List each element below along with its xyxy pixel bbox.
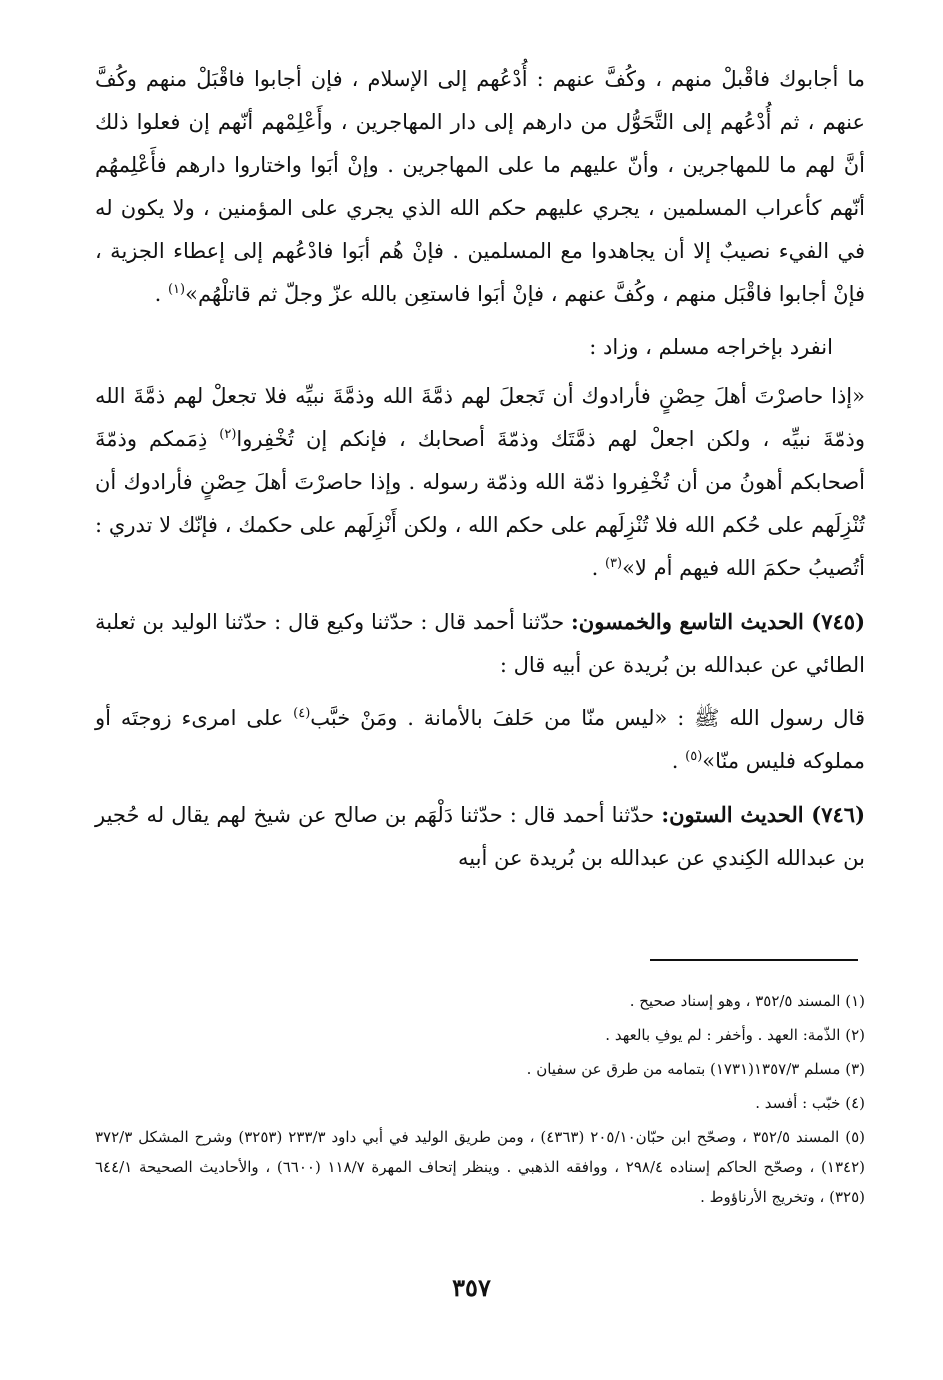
hadith-746-isnad: [95, 793, 865, 880]
hadith-745-quote-b: على امرىء زوجتَه أو مملوكه فليس منّا»: [95, 706, 865, 773]
footnote-2: (٢) الذّمة: العهد . وأخفر : لم يوفِ بالعهد .: [605, 1026, 865, 1044]
paragraph-end: .: [671, 749, 686, 773]
hadith-745-isnad: [95, 600, 865, 687]
footnote-5: (٥) المسند ٣٥٢/٥ ، وصحّح ابن حبّان٢٠٥/١٠ (٤٣٦٣) ، ومن طريق الوليد في أبي داود ٢٣٣/٣ (٣٢٥٣) وشرح المشكل ٣٧٢/٣ (١٣٤٢) ، وصحّح الحاكم إسناده ٢٩٨/٤ ، ووافقه الذهبي . وينظر إتحاف المهرة ١١٨/٧ (٦٦٠٠) ، والأحاديث الصحيحة ٦٤٤/١ (٣٢٥) ، وتخريج الأرناؤوط .: [95, 1128, 865, 1206]
footnote-ref-1[interactable]: (١): [167, 282, 186, 297]
footnote-separator: [650, 959, 858, 961]
hadith-746-title: (٧٤٦) الحديث الستون:: [661, 802, 865, 827]
hadith-continuation-paragraph: [95, 58, 865, 316]
hadith-745-matn: [95, 697, 865, 783]
footnotes: [95, 986, 865, 1216]
footnote-ref-4[interactable]: (٤): [293, 706, 311, 721]
paragraph-text-a: «إذا حاصرْتَ أهلَ حِصْنٍ فأرادوك أن تَجعلَ لهم ذمَّةَ الله وذمَّةَ نبيِّه فلا تجعلْ لهم ذمَّةَ الله وذمّةَ نبيِّه ، ولكن اجعلْ لهم ذمَّتَك وذمّةَ أصحابك ، فإنكم إن تُخْفِروا: [95, 384, 865, 451]
footnote-ref-5[interactable]: (٥): [685, 749, 703, 764]
hadith-745-chain: حدّثنا أحمد قال : حدّثنا وكيع قال : حدّثنا الوليد بن ثعلبة الطائي عن عبدالله بن بُريدة عن أبيه قال :: [95, 610, 865, 677]
paragraph-end: .: [591, 556, 605, 580]
hadith-745-title: (٧٤٥) الحديث التاسع والخمسون:: [571, 609, 865, 634]
narration-note: انفرد بإخراجه مسلم ، وزاد :: [589, 335, 833, 359]
footnote-ref-2[interactable]: (٢): [219, 427, 237, 442]
footnote-4: (٤) خبّب : أفسد .: [755, 1094, 865, 1112]
hadith-745-quote-a: قال رسول الله ﷺ : «ليس منّا من حَلفَ بالأمانة . ومَنْ خبَّب: [310, 706, 865, 730]
footnote-1: (١) المسند ٣٥٢/٥ ، وهو إسناد صحيح .: [629, 992, 865, 1010]
paragraph-text-b: ذِمَمكم وذمّةَ أصحابكم أهونُ من أن تُخْفِروا ذمّة الله وذمّة رسوله . وإذا حاصرْتَ أهلَ حِصْنٍ فأرادوك أن تُنْزِلَهم على حُكم الله فلا تُنْزِلَهم على حكم الله ، ولكن أَنْزِلَهم على حكمك ، فإنّك لا تدري : أتُصيبُ حكمَ الله فيهم أم لا»: [95, 427, 865, 580]
footnote-3: (٣) مسلم ١٣٥٧/٣(١٧٣١) بتمامه من طرق عن سفيان .: [526, 1060, 865, 1078]
main-text: [95, 58, 865, 890]
footnote-ref-3[interactable]: (٣): [604, 556, 623, 571]
addition-paragraph: [95, 375, 865, 590]
page-number: ٣٥٧: [452, 1273, 491, 1302]
paragraph-text: ما أجابوك فاقْبلْ منهم ، وكُفَّ عنهم : أُدْعُهم إلى الإسلام ، فإن أجابوا فاقْبَلْ منهم وكُفَّ عنهم ، ثم أُدْعُهم إلى التَّحَوُّل من دارهم إلى دار المهاجرين ، وأَعْلِمْهم أنّهم إن فعلوا ذلك أنَّ لهم ما للمهاجرين ، وأنّ عليهم ما على المهاجرين . وإنْ أبَوا واختاروا دارهم فأَعْلِمهُم أنّهم كأعراب المسلمين ، يجري عليهم حكم الله الذي يجري على المؤمنين ، ولا يكون له في الفيء نصيبٌ إلا أن يجاهدوا مع المسلمين . فإنْ هُم أبَوا فادْعُهم إلى إعطاء الجزية ، فإنْ أجابوا فاقْبَل منهم ، وكُفَّ عنهم ، فإنْ أبَوا فاستعِن بالله عزّ وجلّ ثم قاتلْهُم»: [95, 67, 865, 306]
hadith-746-chain: حدّثنا أحمد قال : حدّثنا دَلْهَم بن صالح عن شيخ لهم يقال له حُجير بن عبدالله الكِندي عن عبدالله بن بُريدة عن أبيه: [95, 803, 865, 870]
paragraph-end: .: [154, 282, 168, 306]
